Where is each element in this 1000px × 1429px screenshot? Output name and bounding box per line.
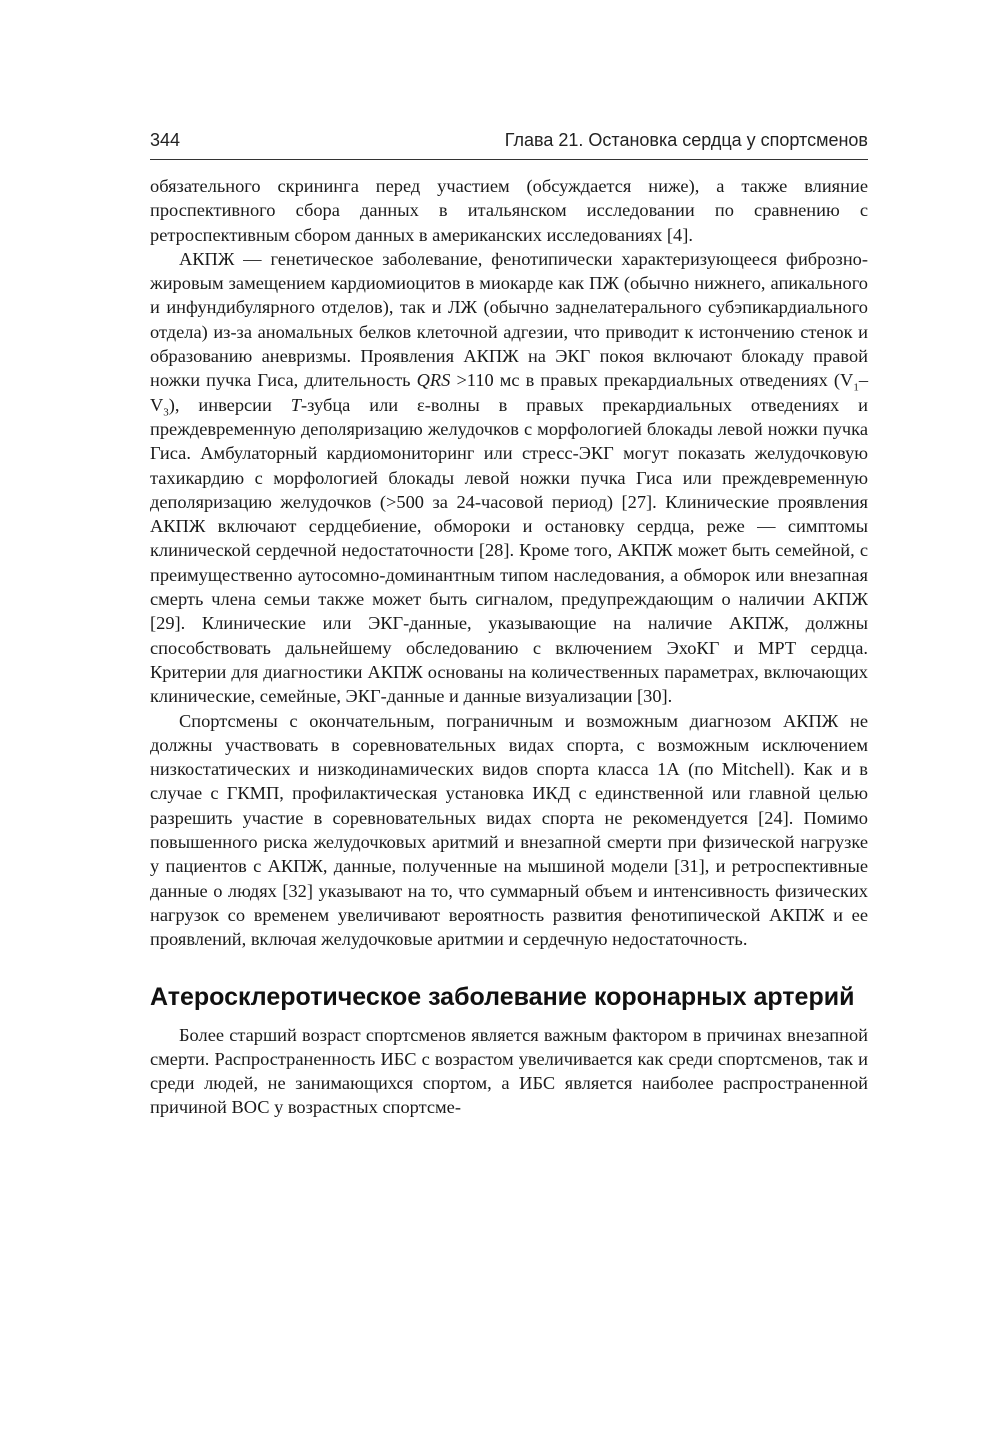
paragraph-text: –V — [150, 370, 869, 415]
paragraph-text: ), инверсии — [168, 394, 291, 415]
running-header — [150, 130, 868, 160]
paragraph-text: -зубца или ε-волны в правых прекардиальных отведениях и преждевременную деполяризацию желудочков с морфологией блокады левой ножки пучка Гиса. Амбулаторный кардиомониторинг или стресс-ЭКГ могут показать желудочковую тахикардию с морфологией блокады левой ножки пучка Гиса или преждевременную деполяризацию желудочков (>500 за 24-часовой период) [27]. Клинические проявления АКПЖ включают сердцебиение, обмороки и остановку сердца, реже — симптомы клинической сердечной недостаточности [28]. Кроме того, АКПЖ может быть семейной, с преимущественно аутосомно-доминантным типом наследования, а обморок или внезапная смерть члена семьи также может быть сигналом, предупреждающим о наличии АКПЖ [29]. Клинические или ЭКГ-данные, указывающие на наличие АКПЖ, должны способствовать дальнейшему обследованию с включением ЭхоКГ и МРТ сердца. Критерии для диагностики АКПЖ основаны на количественных параметрах, включающих клинические, семейные, ЭКГ-данные и данные визуализации [30]. — [150, 394, 868, 707]
body-text — [150, 174, 868, 1120]
chapter-title: Глава 21. Остановка сердца у спортсменов — [504, 130, 868, 150]
paragraph-text: >110 мс в правых прекардиальных отведениях (V — [450, 370, 854, 391]
paragraph-continuation: обязательного скрининга перед участием (обсуждается ниже), а также влияние проспективного сбора данных в итальянском исследовании по сравнению с ретроспективным сбором данных в американских исследованиях [4]. — [150, 176, 868, 245]
section-heading: Атеросклеротическое заболевание коронарных артерий — [150, 982, 855, 1011]
t-wave-term: T — [290, 394, 302, 415]
page-number: 344 — [150, 130, 181, 150]
paragraph-cad: Более старший возраст спортсменов является важным фактором в причинах внезапной смерти. Распространенность ИБС с возрастом увеличивается как среди спортсменов, так и среди людей, не занимающихся спортом, а ИБС является наиболее распространенной причиной ВОС у возрастных спортсме- — [150, 1024, 868, 1118]
paragraph-text: АКПЖ — генетическое заболевание, фенотипически характеризующееся фиброзно-жировым замещением кардиомиоцитов в миокарде как ПЖ (обычно нижнего, апикального и инфундибулярного отделов), так и ЛЖ (обычно заднелатерального субэпикардиального отдела) из-за аномальных белков клеточной адгезии, что приводит к истончению стенок и образованию аневризмы. Проявления АКПЖ на ЭКГ покоя включают блокаду правой ножки пучка Гиса, длительность — [150, 248, 868, 391]
book-page — [150, 130, 868, 1120]
paragraph-akpzh — [150, 247, 868, 709]
paragraph-athletes: Спортсмены с окончательным, пограничным и возможным диагнозом АКПЖ не должны участвовать в соревновательных видах спорта, с возможным исключением низкостатических и низкодинамических видов спорта класса 1А (по Mitchell). Как и в случае с ГКМП, профилактическая установка ИКД с единственной или главной целью разрешить участие в соревновательных видах спорта не рекомендуется [24]. Помимо повышенного риска желудочковых аритмий и внезапной смерти при физической нагрузке у пациентов с АКПЖ, данные, полученные на мышиной модели [31], и ретроспективные данные о людях [32] указывают на то, что суммарный объем и интенсивность физических нагрузок со временем увеличивают вероятность развития фенотипической АКПЖ и ее проявлений, включая желудочковые аритмии и сердечную недостаточность. — [150, 710, 868, 950]
subscript: 3 — [163, 406, 169, 419]
qrs-term: QRS — [416, 370, 451, 391]
subscript: 1 — [853, 382, 859, 395]
